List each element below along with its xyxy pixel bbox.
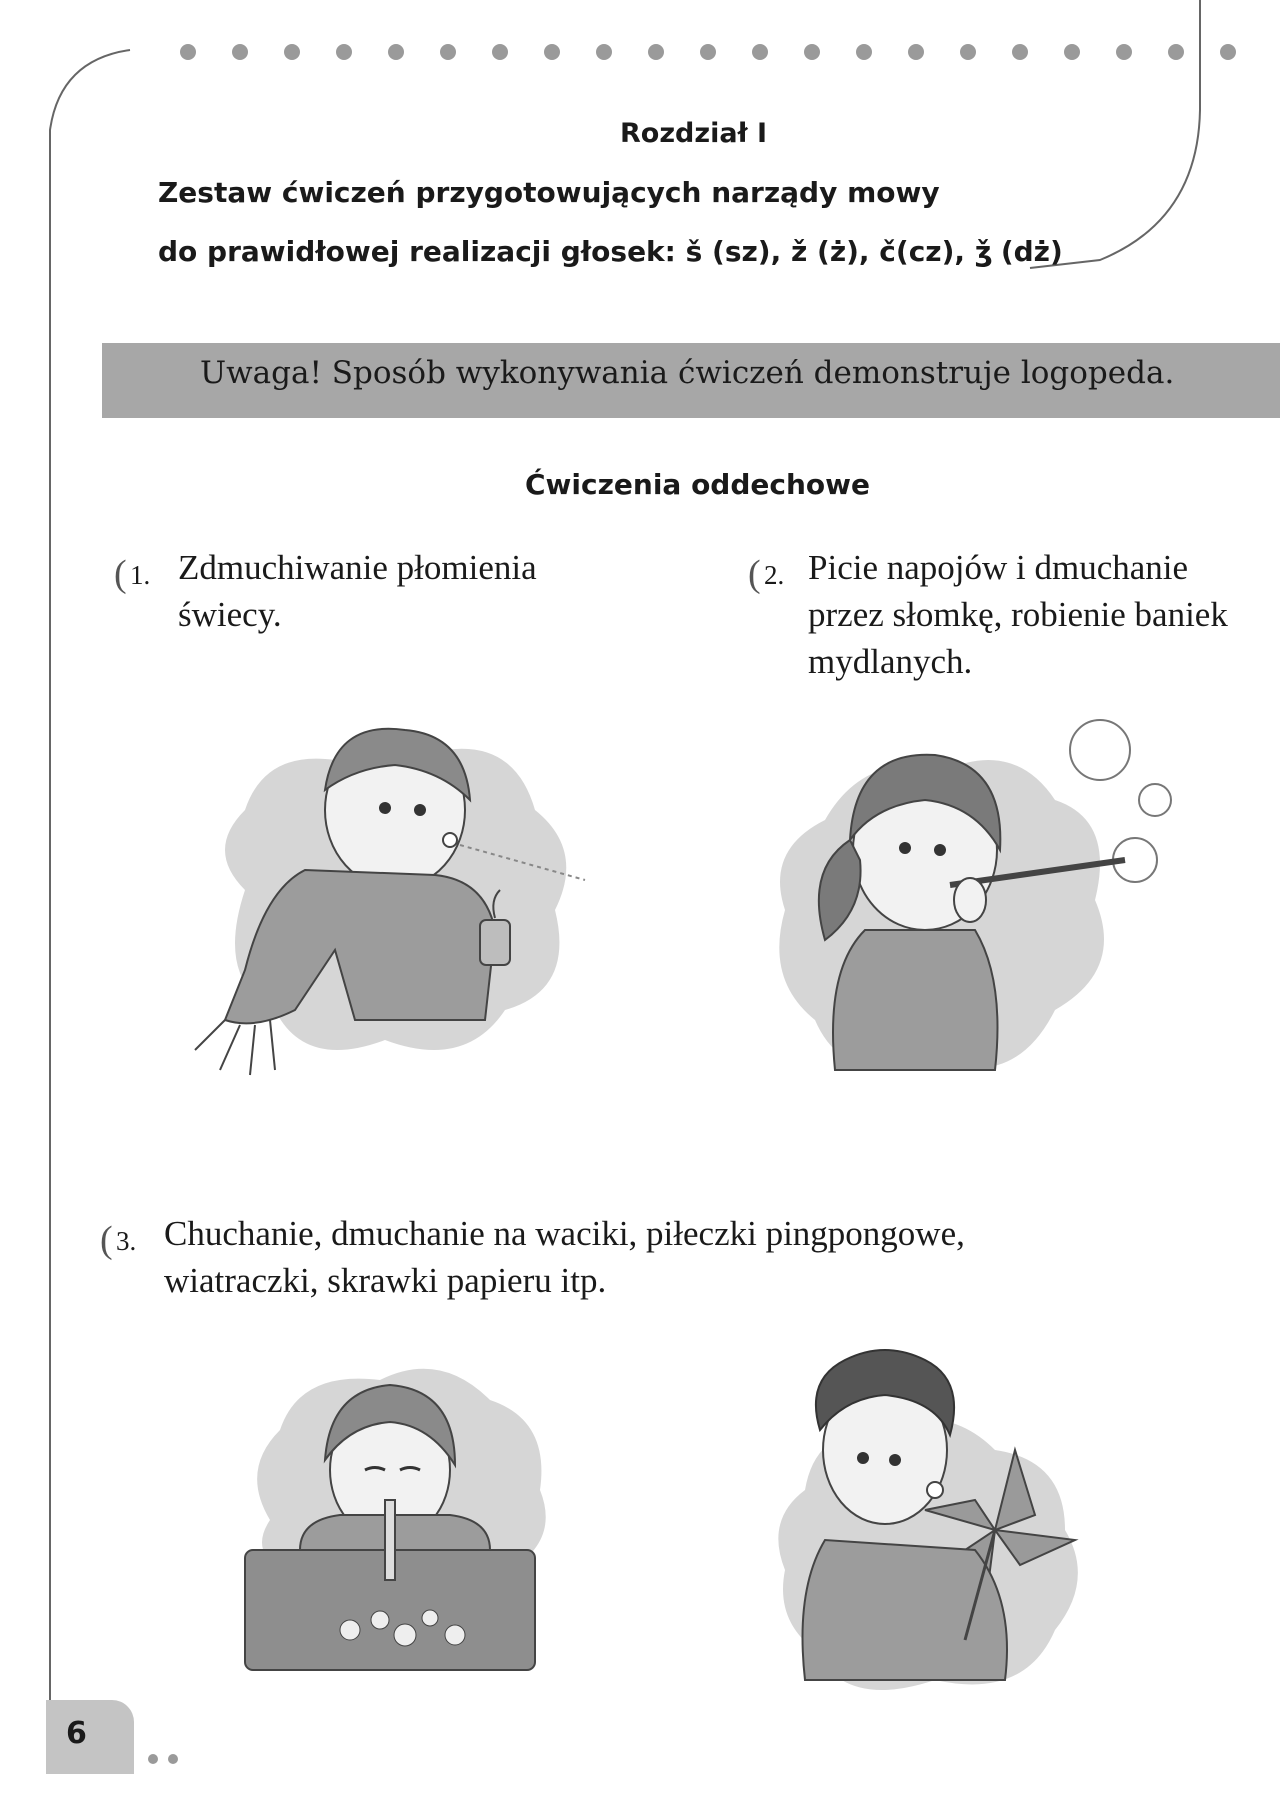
bracket-icon: ( <box>114 553 127 595</box>
exercise-2-line-1: Picie napojów i dmuchanie <box>808 548 1189 587</box>
exercise-3-line-2: wiatraczki, skrawki papieru itp. <box>164 1261 607 1300</box>
boy-blowing-candle-illustration <box>185 690 605 1110</box>
exercise-2-number: 2. <box>764 560 785 590</box>
exercise-3-line-1: Chuchanie, dmuchanie na waciki, piłeczki pingpongowe, <box>164 1214 965 1253</box>
exercise-2-text <box>808 544 1228 685</box>
bracket-icon: ( <box>748 553 761 595</box>
chapter-heading: Rozdział I <box>620 118 768 149</box>
exercise-3-number: 3. <box>116 1226 137 1256</box>
boy-blowing-cotton-balls-illustration <box>240 1350 560 1700</box>
exercise-2-line-3: mydlanych. <box>808 642 973 681</box>
chapter-subtitle-line-1: Zestaw ćwiczeń przygotowujących narządy mowy <box>158 176 940 209</box>
exercise-1-text <box>178 544 537 638</box>
notice-text: Uwaga! Sposób wykonywania ćwiczeń demonstruje logopeda. <box>200 355 1175 391</box>
decorative-dot <box>148 1754 158 1764</box>
exercise-3-text <box>164 1210 965 1304</box>
page-number-tab <box>46 1700 134 1774</box>
exercise-2-line-2: przez słomkę, robienie baniek <box>808 595 1228 634</box>
page-number: 6 <box>66 1716 87 1751</box>
bracket-icon: ( <box>100 1219 113 1261</box>
exercise-1-number: 1. <box>130 560 151 590</box>
section-title: Ćwiczenia oddechowe <box>525 468 871 501</box>
boy-blowing-pinwheel-illustration <box>765 1340 1105 1720</box>
girl-blowing-bubbles-illustration <box>755 710 1175 1130</box>
exercise-1-line-2: świecy. <box>178 595 282 634</box>
exercise-1-line-1: Zdmuchiwanie płomienia <box>178 548 537 587</box>
decorative-dot-row <box>180 44 1260 64</box>
chapter-subtitle-line-2: do prawidłowej realizacji głosek: š (sz), ž (ż), č(cz), ǯ (dż) <box>158 235 1063 268</box>
decorative-dot <box>168 1754 178 1764</box>
